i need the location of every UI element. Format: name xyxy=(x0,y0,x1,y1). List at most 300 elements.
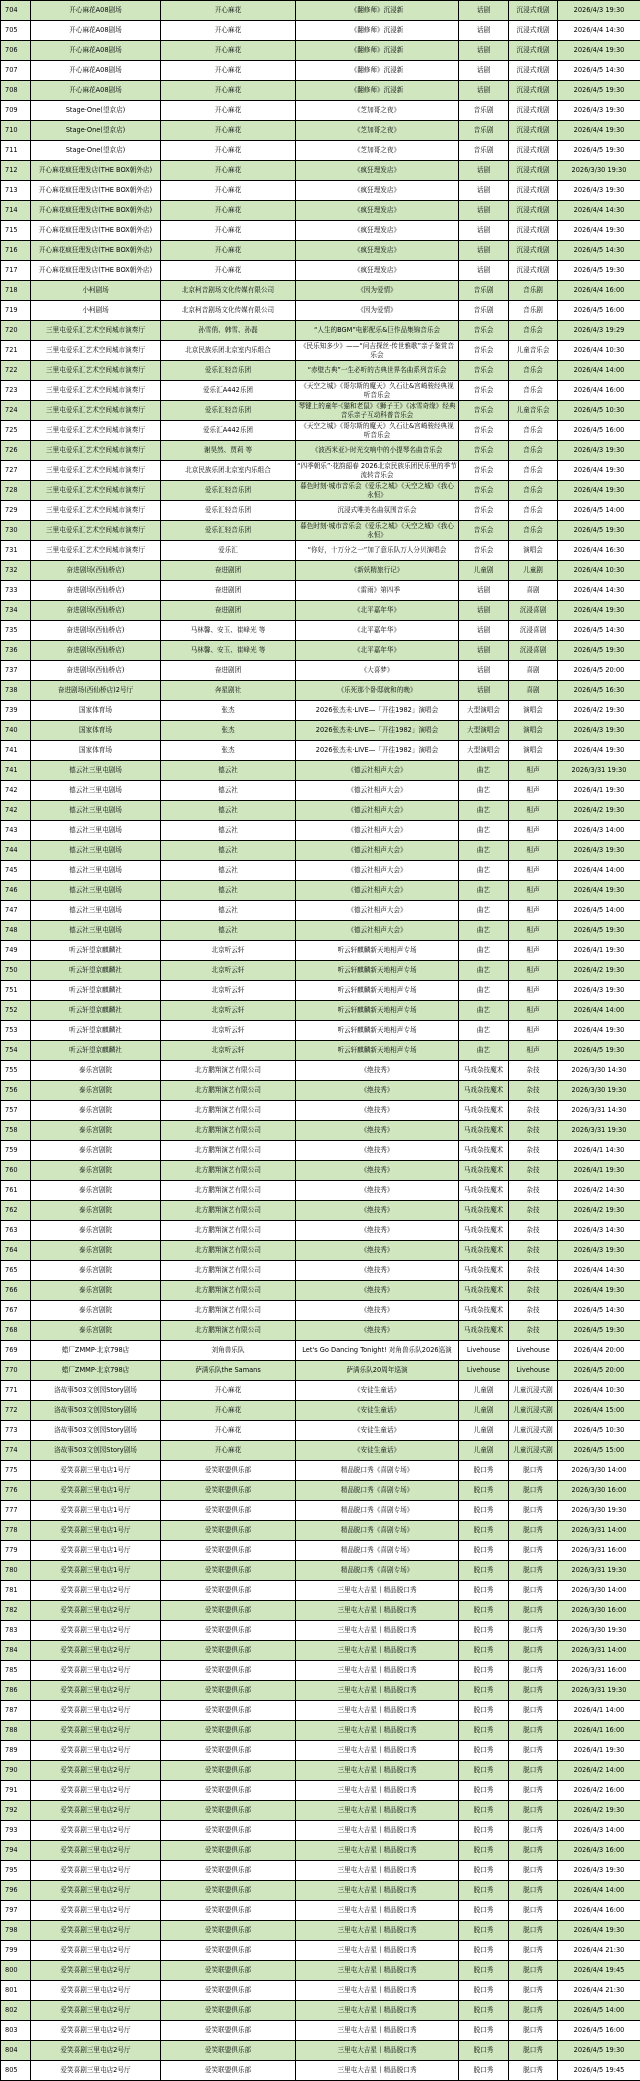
row-number: 738 xyxy=(1,681,31,701)
table-row xyxy=(1,1901,640,1921)
subcategory-cell: 脱口秀 xyxy=(509,1861,558,1881)
performer-cell: 爱笑联盟俱乐部 xyxy=(161,1641,296,1661)
category-cell: 曲艺 xyxy=(459,881,509,901)
subcategory-cell: 脱口秀 xyxy=(509,1661,558,1681)
table-row xyxy=(1,41,640,61)
performer-cell: 奋进剧团 xyxy=(161,561,296,581)
table-row xyxy=(1,1621,640,1641)
performer-cell: 奔星剧社 xyxy=(161,681,296,701)
venue-cell: 听云轩望京麒麟社 xyxy=(31,1021,161,1041)
datetime-cell: 2026/4/5 14:30 xyxy=(558,241,640,261)
datetime-cell: 2026/4/4 10:30 xyxy=(558,341,640,361)
datetime-cell: 2026/4/1 14:30 xyxy=(558,1141,640,1161)
subcategory-cell: 脱口秀 xyxy=(509,1501,558,1521)
venue-cell: 爱笑喜剧三里屯店2号厅 xyxy=(31,1581,161,1601)
venue-cell: 洛故事503文创园Story剧场 xyxy=(31,1421,161,1441)
table-row xyxy=(1,1781,640,1801)
subcategory-cell: 脱口秀 xyxy=(509,1761,558,1781)
row-number: 731 xyxy=(1,541,31,561)
datetime-cell: 2026/4/3 19:30 xyxy=(558,181,640,201)
program-cell: 三里屯大吉星丨精品脱口秀 xyxy=(296,1941,459,1961)
row-number: 747 xyxy=(1,901,31,921)
subcategory-cell: 脱口秀 xyxy=(509,1581,558,1601)
table-row xyxy=(1,2001,640,2021)
performer-cell: 北京民族乐团北京室内乐组合 xyxy=(161,461,296,481)
category-cell: 曲艺 xyxy=(459,1041,509,1061)
table-row xyxy=(1,441,640,461)
category-cell: 脱口秀 xyxy=(459,1781,509,1801)
subcategory-cell: 脱口秀 xyxy=(509,1701,558,1721)
subcategory-cell: 相声 xyxy=(509,941,558,961)
program-cell: 《翻修师》沉浸新 xyxy=(296,21,459,41)
row-number: 737 xyxy=(1,661,31,681)
row-number: 720 xyxy=(1,321,31,341)
subcategory-cell: 脱口秀 xyxy=(509,1641,558,1661)
venue-cell: 开心麻花疯狂理发店(THE BOX朝外店) xyxy=(31,261,161,281)
row-number: 745 xyxy=(1,861,31,881)
category-cell: 音乐会 xyxy=(459,321,509,341)
performer-cell: 爱笑联盟俱乐部 xyxy=(161,2001,296,2021)
venue-cell: 开心麻花疯狂理发店(THE BOX朝外店) xyxy=(31,201,161,221)
row-number: 789 xyxy=(1,1741,31,1761)
subcategory-cell: 相声 xyxy=(509,1041,558,1061)
table-row xyxy=(1,561,640,581)
venue-cell: 泰乐宫剧院 xyxy=(31,1101,161,1121)
venue-cell: 三里屯爱乐汇艺术空间城市演奏厅 xyxy=(31,541,161,561)
row-number: 707 xyxy=(1,61,31,81)
subcategory-cell: 杂技 xyxy=(509,1161,558,1181)
category-cell: 脱口秀 xyxy=(459,1621,509,1641)
datetime-cell: 2026/4/1 14:00 xyxy=(558,1701,640,1721)
table-row xyxy=(1,1861,640,1881)
table-row xyxy=(1,1,640,21)
category-cell: 话剧 xyxy=(459,601,509,621)
table-row xyxy=(1,461,640,481)
row-number: 752 xyxy=(1,1001,31,1021)
venue-cell: 爱笑喜剧三里屯店2号厅 xyxy=(31,1961,161,1981)
category-cell: 脱口秀 xyxy=(459,1841,509,1861)
program-cell: 2026张杰未·LIVE—「开往1982」演唱会 xyxy=(296,721,459,741)
datetime-cell: 2026/4/5 16:00 xyxy=(558,2021,640,2041)
row-number: 722 xyxy=(1,361,31,381)
program-cell: 《北平嘉年华》 xyxy=(296,601,459,621)
performer-cell: 马林馨、安玉、崔峰光 等 xyxy=(161,641,296,661)
venue-cell: 三里屯爱乐汇艺术空间城市演奏厅 xyxy=(31,341,161,361)
venue-cell: 蜡厂ZMMP·北京798店 xyxy=(31,1361,161,1381)
performer-cell: 爱乐汇轻音乐团 xyxy=(161,361,296,381)
table-row xyxy=(1,761,640,781)
venue-cell: 三里屯爱乐汇艺术空间城市演奏厅 xyxy=(31,441,161,461)
program-cell: 精品脱口秀《喜剧专场》 xyxy=(296,1561,459,1581)
datetime-cell: 2026/4/4 14:00 xyxy=(558,361,640,381)
program-cell: 《疯狂理发店》 xyxy=(296,221,459,241)
program-cell: 《绝技秀》 xyxy=(296,1261,459,1281)
table-row xyxy=(1,1181,640,1201)
venue-cell: 爱笑喜剧三里屯店2号厅 xyxy=(31,1641,161,1661)
table-row xyxy=(1,1601,640,1621)
venue-cell: 爱笑喜剧三里屯店2号厅 xyxy=(31,1921,161,1941)
program-cell: 《安徒生童话》 xyxy=(296,1441,459,1461)
row-number: 732 xyxy=(1,561,31,581)
datetime-cell: 2026/4/5 19:30 xyxy=(558,81,640,101)
performer-cell: 开心麻花 xyxy=(161,221,296,241)
row-number: 792 xyxy=(1,1801,31,1821)
performer-cell: 爱笑联盟俱乐部 xyxy=(161,1921,296,1941)
category-cell: 脱口秀 xyxy=(459,1821,509,1841)
datetime-cell: 2026/4/3 19:30 xyxy=(558,721,640,741)
category-cell: 马戏杂技魔术 xyxy=(459,1281,509,1301)
venue-cell: Stage·One(望京店) xyxy=(31,121,161,141)
category-cell: 话剧 xyxy=(459,81,509,101)
program-cell: 《疯狂理发店》 xyxy=(296,161,459,181)
performer-cell: 北方鹏翔演艺有限公司 xyxy=(161,1301,296,1321)
row-number: 729 xyxy=(1,501,31,521)
program-cell: 《新妖精旅行记》 xyxy=(296,561,459,581)
venue-cell: Stage·One(望京店) xyxy=(31,101,161,121)
row-number: 726 xyxy=(1,441,31,461)
venue-cell: 德云社三里屯剧场 xyxy=(31,901,161,921)
venue-cell: 泰乐宫剧院 xyxy=(31,1081,161,1101)
row-number: 706 xyxy=(1,41,31,61)
datetime-cell: 2026/3/31 14:00 xyxy=(558,1521,640,1541)
venue-cell: 国家体育场 xyxy=(31,701,161,721)
row-number: 755 xyxy=(1,1061,31,1081)
category-cell: 话剧 xyxy=(459,21,509,41)
table-row xyxy=(1,1941,640,1961)
subcategory-cell: 沉浸式戏剧 xyxy=(509,161,558,181)
category-cell: 话剧 xyxy=(459,661,509,681)
performer-cell: 爱笑联盟俱乐部 xyxy=(161,1601,296,1621)
performer-cell: 爱笑联盟俱乐部 xyxy=(161,1961,296,1981)
performer-cell: 北京民族乐团北京室内乐组合 xyxy=(161,341,296,361)
datetime-cell: 2026/4/4 19:30 xyxy=(558,1281,640,1301)
subcategory-cell: 音乐会 xyxy=(509,441,558,461)
subcategory-cell: 儿童剧 xyxy=(509,561,558,581)
performer-cell: 爱笑联盟俱乐部 xyxy=(161,1941,296,1961)
datetime-cell: 2026/4/4 19:30 xyxy=(558,1921,640,1941)
datetime-cell: 2026/4/2 14:30 xyxy=(558,1181,640,1201)
program-cell: 三里屯大吉星丨精品脱口秀 xyxy=(296,1801,459,1821)
performer-cell: 爱笑联盟俱乐部 xyxy=(161,2061,296,2081)
category-cell: 马戏杂技魔术 xyxy=(459,1081,509,1101)
table-row xyxy=(1,201,640,221)
subcategory-cell: 音乐会 xyxy=(509,421,558,441)
subcategory-cell: 脱口秀 xyxy=(509,1981,558,2001)
venue-cell: 泰乐宫剧院 xyxy=(31,1201,161,1221)
category-cell: 脱口秀 xyxy=(459,1641,509,1661)
category-cell: 儿童剧 xyxy=(459,1441,509,1461)
subcategory-cell: 脱口秀 xyxy=(509,1741,558,1761)
venue-cell: 国家体育场 xyxy=(31,741,161,761)
table-row xyxy=(1,921,640,941)
category-cell: 马戏杂技魔术 xyxy=(459,1061,509,1081)
table-row xyxy=(1,1661,640,1681)
performer-cell: 爱乐汇A442乐团 xyxy=(161,381,296,401)
row-number: 794 xyxy=(1,1841,31,1861)
performer-cell: 爱乐汇 xyxy=(161,541,296,561)
table-row xyxy=(1,1421,640,1441)
venue-cell: 蜡厂ZMMP·北京798店 xyxy=(31,1341,161,1361)
subcategory-cell: 杂技 xyxy=(509,1061,558,1081)
performer-cell: 萨满乐队the Samans xyxy=(161,1361,296,1381)
row-number: 712 xyxy=(1,161,31,181)
datetime-cell: 2026/4/5 16:00 xyxy=(558,421,640,441)
table-row xyxy=(1,341,640,361)
performer-cell: 爱笑联盟俱乐部 xyxy=(161,1761,296,1781)
table-row xyxy=(1,801,640,821)
performer-cell: 北京听云轩 xyxy=(161,961,296,981)
row-number: 802 xyxy=(1,2001,31,2021)
table-row xyxy=(1,181,640,201)
program-cell: 三里屯大吉星丨精品脱口秀 xyxy=(296,1781,459,1801)
performer-cell: 北京听云轩 xyxy=(161,1021,296,1041)
venue-cell: 爱笑喜剧三里屯店2号厅 xyxy=(31,2041,161,2061)
category-cell: 马戏杂技魔术 xyxy=(459,1301,509,1321)
category-cell: 脱口秀 xyxy=(459,1741,509,1761)
subcategory-cell: 沉浸式戏剧 xyxy=(509,81,558,101)
datetime-cell: 2026/4/3 19:30 xyxy=(558,441,640,461)
program-cell: 《乐死那个卧邸就和的晚》 xyxy=(296,681,459,701)
table-row xyxy=(1,1801,640,1821)
subcategory-cell: 演唱会 xyxy=(509,721,558,741)
category-cell: 脱口秀 xyxy=(459,1881,509,1901)
subcategory-cell: 脱口秀 xyxy=(509,2001,558,2021)
venue-cell: 奋进剧场(西仙桥店) xyxy=(31,601,161,621)
venue-cell: 泰乐宫剧院 xyxy=(31,1181,161,1201)
performer-cell: 北京柯音剧场文化传媒有限公司 xyxy=(161,281,296,301)
program-cell: 《北平嘉年华》 xyxy=(296,641,459,661)
program-cell: 《绝技秀》 xyxy=(296,1221,459,1241)
program-cell: 《疯狂理发店》 xyxy=(296,241,459,261)
program-cell: 三里屯大吉星丨精品脱口秀 xyxy=(296,1641,459,1661)
program-cell: 三里屯大吉星丨精品脱口秀 xyxy=(296,1601,459,1621)
row-number: 705 xyxy=(1,21,31,41)
category-cell: 音乐剧 xyxy=(459,281,509,301)
subcategory-cell: 相声 xyxy=(509,761,558,781)
category-cell: 脱口秀 xyxy=(459,2061,509,2081)
performer-cell: 爱笑联盟俱乐部 xyxy=(161,1521,296,1541)
subcategory-cell: 脱口秀 xyxy=(509,1781,558,1801)
program-cell: 三里屯大吉星丨精品脱口秀 xyxy=(296,1621,459,1641)
datetime-cell: 2026/4/1 19:30 xyxy=(558,1161,640,1181)
venue-cell: 德云社三里屯剧场 xyxy=(31,801,161,821)
subcategory-cell: 沉浸式戏剧 xyxy=(509,181,558,201)
table-row xyxy=(1,221,640,241)
program-cell: 《绝技秀》 xyxy=(296,1141,459,1161)
table-row xyxy=(1,621,640,641)
performer-cell: 北方鹏翔演艺有限公司 xyxy=(161,1121,296,1141)
row-number: 704 xyxy=(1,1,31,21)
program-cell: 《安徒生童话》 xyxy=(296,1401,459,1421)
table-row xyxy=(1,601,640,621)
row-number: 754 xyxy=(1,1041,31,1061)
datetime-cell: 2026/4/4 19:30 xyxy=(558,121,640,141)
subcategory-cell: 演唱会 xyxy=(509,541,558,561)
category-cell: 脱口秀 xyxy=(459,1981,509,2001)
category-cell: 曲艺 xyxy=(459,1021,509,1041)
performer-cell: 刘角兽乐队 xyxy=(161,1341,296,1361)
subcategory-cell: 相声 xyxy=(509,901,558,921)
program-cell: 《绝技秀》 xyxy=(296,1101,459,1121)
program-cell: “你好，十万分之一”加了意乐队万人分贝演唱会 xyxy=(296,541,459,561)
table-row xyxy=(1,1821,640,1841)
venue-cell: 爱笑喜剧三里屯店2号厅 xyxy=(31,1701,161,1721)
subcategory-cell: 音乐会 xyxy=(509,461,558,481)
program-cell: 《绝技秀》 xyxy=(296,1061,459,1081)
category-cell: 马戏杂技魔术 xyxy=(459,1101,509,1121)
datetime-cell: 2026/4/3 19:30 xyxy=(558,1,640,21)
row-number: 711 xyxy=(1,141,31,161)
category-cell: 话剧 xyxy=(459,581,509,601)
subcategory-cell: 脱口秀 xyxy=(509,1801,558,1821)
category-cell: 马戏杂技魔术 xyxy=(459,1161,509,1181)
row-number: 776 xyxy=(1,1481,31,1501)
program-cell: 精品脱口秀《喜剧专场》 xyxy=(296,1521,459,1541)
program-cell: 《北平嘉年华》 xyxy=(296,621,459,641)
datetime-cell: 2026/4/3 14:00 xyxy=(558,821,640,841)
datetime-cell: 2026/4/5 19:30 xyxy=(558,521,640,541)
datetime-cell: 2026/4/3 14:00 xyxy=(558,1821,640,1841)
performer-cell: 爱笑联盟俱乐部 xyxy=(161,1541,296,1561)
category-cell: 脱口秀 xyxy=(459,1961,509,1981)
subcategory-cell: 音乐会 xyxy=(509,321,558,341)
venue-cell: 奋进剧场(西仙桥店) xyxy=(31,661,161,681)
table-row xyxy=(1,1121,640,1141)
row-number: 805 xyxy=(1,2061,31,2081)
row-number: 710 xyxy=(1,121,31,141)
row-number: 780 xyxy=(1,1561,31,1581)
row-number: 803 xyxy=(1,2021,31,2041)
performer-cell: 开心麻花 xyxy=(161,241,296,261)
subcategory-cell: 脱口秀 xyxy=(509,2021,558,2041)
table-row xyxy=(1,501,640,521)
row-number: 781 xyxy=(1,1581,31,1601)
venue-cell: 听云轩望京麒麟社 xyxy=(31,941,161,961)
category-cell: 话剧 xyxy=(459,61,509,81)
category-cell: 音乐会 xyxy=(459,401,509,421)
row-number: 717 xyxy=(1,261,31,281)
datetime-cell: 2026/4/3 14:30 xyxy=(558,1221,640,1241)
performer-cell: 德云社 xyxy=(161,901,296,921)
table-row xyxy=(1,1041,640,1061)
performer-cell: 爱乐汇轻音乐团 xyxy=(161,501,296,521)
table-row xyxy=(1,141,640,161)
program-cell: 琴键上的童年·《猫和老鼠》《狮子王》《冰雪奇缘》经典音乐亲子互动科普音乐会 xyxy=(296,401,459,421)
category-cell: 脱口秀 xyxy=(459,1721,509,1741)
row-number: 766 xyxy=(1,1281,31,1301)
performer-cell: 北方鹏翔演艺有限公司 xyxy=(161,1321,296,1341)
category-cell: 话剧 xyxy=(459,201,509,221)
program-cell: 《波西米亚》·时光交响中的小提琴名曲音乐会 xyxy=(296,441,459,461)
table-row xyxy=(1,1881,640,1901)
category-cell: 儿童剧 xyxy=(459,1401,509,1421)
row-number: 723 xyxy=(1,381,31,401)
performer-cell: 爱笑联盟俱乐部 xyxy=(161,1621,296,1641)
category-cell: 脱口秀 xyxy=(459,1661,509,1681)
subcategory-cell: 演唱会 xyxy=(509,741,558,761)
performer-cell: 北方鹏翔演艺有限公司 xyxy=(161,1081,296,1101)
venue-cell: 洛故事503文创园Story剧场 xyxy=(31,1401,161,1421)
row-number: 771 xyxy=(1,1381,31,1401)
datetime-cell: 2026/4/5 14:00 xyxy=(558,2001,640,2021)
program-cell: 《翻修师》沉浸新 xyxy=(296,41,459,61)
venue-cell: 听云轩望京麒麟社 xyxy=(31,1041,161,1061)
row-number: 718 xyxy=(1,281,31,301)
venue-cell: 爱笑喜剧三里屯店1号厅 xyxy=(31,1481,161,1501)
datetime-cell: 2026/4/3 19:29 xyxy=(558,321,640,341)
category-cell: 话剧 xyxy=(459,241,509,261)
category-cell: 大型演唱会 xyxy=(459,701,509,721)
venue-cell: 爱笑喜剧三里屯店2号厅 xyxy=(31,1901,161,1921)
performer-cell: 爱笑联盟俱乐部 xyxy=(161,1781,296,1801)
row-number: 727 xyxy=(1,461,31,481)
subcategory-cell: Livehouse xyxy=(509,1361,558,1381)
program-cell: 《绝技秀》 xyxy=(296,1241,459,1261)
venue-cell: Stage·One(望京店) xyxy=(31,141,161,161)
datetime-cell: 2026/4/5 19:45 xyxy=(558,2061,640,2081)
subcategory-cell: 相声 xyxy=(509,781,558,801)
program-cell: 2026张杰未·LIVE—「开往1982」演唱会 xyxy=(296,701,459,721)
row-number: 709 xyxy=(1,101,31,121)
category-cell: 大型演唱会 xyxy=(459,721,509,741)
category-cell: 马戏杂技魔术 xyxy=(459,1121,509,1141)
datetime-cell: 2026/4/4 14:30 xyxy=(558,21,640,41)
program-cell: 《雷雨》第四季 xyxy=(296,581,459,601)
row-number: 742 xyxy=(1,801,31,821)
subcategory-cell: 杂技 xyxy=(509,1181,558,1201)
row-number: 714 xyxy=(1,201,31,221)
venue-cell: 爱笑喜剧三里屯店1号厅 xyxy=(31,1461,161,1481)
program-cell: 《天空之城》《哥尔斯的魔天》久石让&宫崎骏经典视听音乐会 xyxy=(296,421,459,441)
subcategory-cell: 儿童音乐会 xyxy=(509,401,558,421)
program-cell: 《翻修师》沉浸新 xyxy=(296,61,459,81)
subcategory-cell: 杂技 xyxy=(509,1301,558,1321)
program-cell: 三里屯大吉星丨精品脱口秀 xyxy=(296,1761,459,1781)
datetime-cell: 2026/3/30 16:00 xyxy=(558,1481,640,1501)
venue-cell: 三里屯爱乐汇艺术空间城市演奏厅 xyxy=(31,381,161,401)
program-cell: 三里屯大吉星丨精品脱口秀 xyxy=(296,1661,459,1681)
performer-cell: 开心麻花 xyxy=(161,261,296,281)
table-row xyxy=(1,1361,640,1381)
category-cell: 音乐剧 xyxy=(459,141,509,161)
subcategory-cell: 杂技 xyxy=(509,1101,558,1121)
subcategory-cell: 沉浸式戏剧 xyxy=(509,141,558,161)
row-number: 775 xyxy=(1,1461,31,1481)
category-cell: 脱口秀 xyxy=(459,1581,509,1601)
table-row xyxy=(1,1541,640,1561)
table-row xyxy=(1,381,640,401)
category-cell: 音乐会 xyxy=(459,421,509,441)
table-row xyxy=(1,481,640,501)
venue-cell: 奋进剧场(西仙桥店) xyxy=(31,561,161,581)
datetime-cell: 2026/4/3 19:30 xyxy=(558,1241,640,1261)
datetime-cell: 2026/4/4 14:30 xyxy=(558,581,640,601)
program-cell: 《翻修师》沉浸新 xyxy=(296,1,459,21)
program-cell: 三里屯大吉星丨精品脱口秀 xyxy=(296,1701,459,1721)
performer-cell: 开心麻花 xyxy=(161,41,296,61)
table-row xyxy=(1,401,640,421)
performer-cell: 德云社 xyxy=(161,781,296,801)
table-row xyxy=(1,1461,640,1481)
subcategory-cell: 脱口秀 xyxy=(509,1941,558,1961)
datetime-cell: 2026/4/4 14:30 xyxy=(558,201,640,221)
subcategory-cell: 脱口秀 xyxy=(509,1461,558,1481)
program-cell: 《芝加哥之夜》 xyxy=(296,141,459,161)
performer-cell: 开心麻花 xyxy=(161,61,296,81)
program-cell: 三里屯大吉星丨精品脱口秀 xyxy=(296,1901,459,1921)
row-number: 791 xyxy=(1,1781,31,1801)
row-number: 784 xyxy=(1,1641,31,1661)
